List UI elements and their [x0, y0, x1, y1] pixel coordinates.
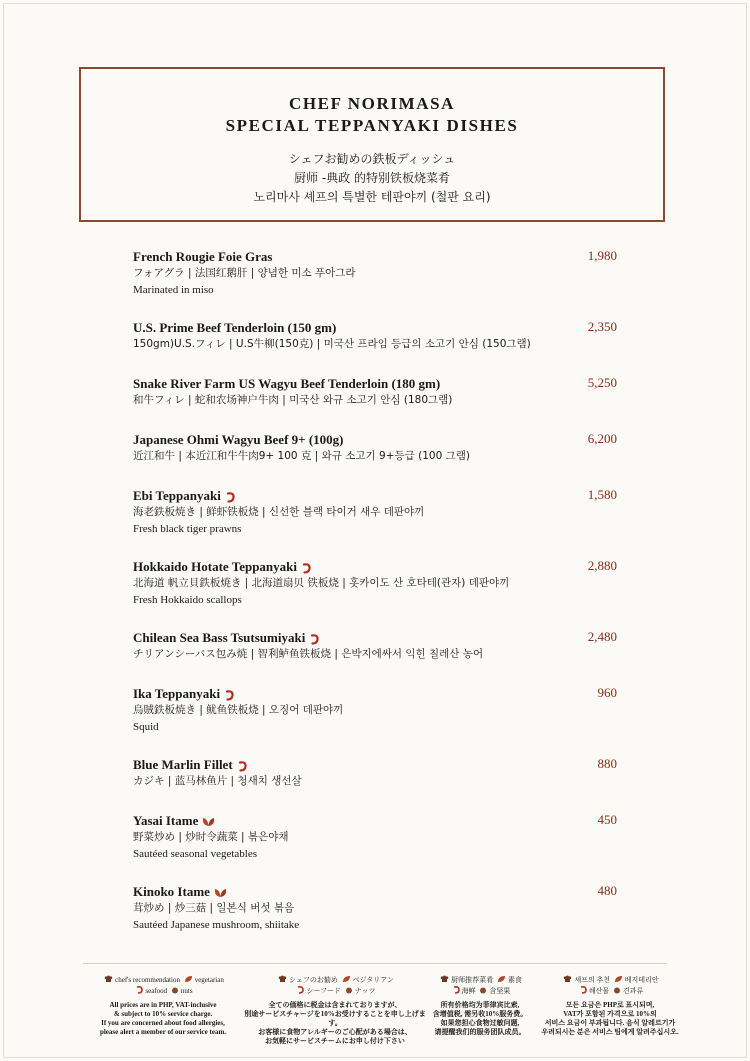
dish-native-names: カジキ | 蓝马林鱼片 | 청새치 생선살	[133, 775, 302, 787]
dish-name: Japanese Ohmi Wagyu Beef 9+ (100g)	[133, 432, 344, 447]
dish-name: Ika Teppanyaki	[133, 685, 633, 702]
dish-native-names: 150gm)U.S.フィレ | U.S牛柳(150克) | 미국산 프라임 등급의 소고기 안심 (150그램)	[133, 338, 531, 350]
dish-native-names: 烏賊鉄板焼き | 鱿鱼铁板烧 | 오징어 데판야끼	[133, 704, 344, 716]
chef-hat-icon	[278, 975, 287, 986]
subtitle-chinese: 厨师 -典政 的特别铁板烧菜肴	[294, 171, 450, 185]
shrimp-icon	[452, 986, 460, 997]
dish-price: 960	[597, 685, 617, 700]
dish-name: Yasai Itame	[133, 812, 633, 829]
chef-hat-icon	[440, 975, 449, 986]
menu-item	[133, 558, 633, 608]
page-title: CHEF NORIMASA	[288, 94, 456, 113]
legend-korean: 셰프의 추천 베지테리안 해산물 견과류 모든 요금은 PHP로 표시되며, VAT가 포함된 가격으로 10%의 서비스 요금이 부과됩니다. 음식 알레르기가 우려되시는 분은 서비스 팀에게 알려주십시오.	[541, 976, 679, 1036]
dish-name: Hokkaido Hotate Teppanyaki	[133, 558, 633, 575]
dish-native-names: フォアグラ | 法国红鹅肝 | 양념한 미소 푸아그라	[133, 267, 356, 279]
dish-price: 2,480	[587, 629, 617, 644]
leaf-icon	[202, 817, 215, 827]
leaf-icon	[184, 975, 193, 986]
shrimp-icon	[579, 986, 587, 997]
dish-native-names: 茸炒め | 炒三菇 | 일본식 버섯 볶음	[133, 902, 295, 914]
menu-item	[133, 812, 633, 862]
menu-item	[133, 756, 633, 790]
menu-item	[133, 319, 633, 353]
shrimp-icon	[301, 563, 311, 574]
leaf-icon	[614, 975, 623, 986]
shrimp-icon	[237, 761, 247, 772]
menu-item	[133, 487, 633, 537]
menu-item	[133, 685, 633, 735]
dish-native-names: 近江和牛 | 本近江和牛牛肉9+ 100 克 | 와규 소고기 9+등급 (100 그램)	[133, 450, 470, 462]
dish-name: U.S. Prime Beef Tenderloin (150 gm)	[133, 320, 337, 335]
nut-icon	[479, 986, 487, 997]
dish-description: Marinated in miso	[133, 284, 214, 296]
dish-name: Ebi Teppanyaki	[133, 487, 633, 504]
title-frame	[79, 67, 665, 222]
shrimp-icon	[309, 634, 319, 645]
dish-price: 1,580	[587, 487, 617, 502]
subtitle-korean: 노리마사 셰프의 특별한 테판야끼 (철판 요리)	[253, 190, 491, 204]
legend-japanese: シェフのお勧め ベジタリアン シーフード ナッツ 全ての価格に税金は含まれておりますが、 別途サービスチャージを10%お受けすることを申し上げます。 お客様に食物アレルギーのご心配がある場合は、 お気軽にサービスチームにお申し付け下さい	[244, 976, 426, 1045]
legend-chinese: 厨师推荐菜肴 素食 海鲜 含坚果 所有价格均为菲律宾比索, 含增值税, 需另收10%服务费。 如果您担心食物过敏问题, 请提醒我们的服务团队成员。	[432, 976, 528, 1036]
dish-price: 450	[597, 812, 617, 827]
menu-item	[133, 629, 633, 663]
menu-item	[133, 248, 633, 298]
dish-name: Blue Marlin Fillet	[133, 756, 633, 773]
page-title-sub: SPECIAL TEPPANYAKI DISHES	[225, 116, 519, 135]
dish-description: Fresh Hokkaido scallops	[133, 594, 242, 606]
shrimp-icon	[135, 986, 143, 997]
shrimp-icon	[225, 492, 235, 503]
shrimp-icon	[296, 986, 304, 997]
nut-icon	[171, 986, 179, 997]
dish-name: Kinoko Itame	[133, 883, 633, 900]
dish-price: 5,250	[587, 375, 617, 390]
menu-item	[133, 375, 633, 409]
dish-price: 1,980	[587, 248, 617, 263]
leaf-icon	[214, 888, 227, 898]
dish-price: 880	[597, 756, 617, 771]
dish-description: Sautéed seasonal vegetables	[133, 848, 258, 860]
dish-native-names: 和牛フィレ | 蛇和农场神户牛肉 | 미국산 와규 소고기 안심 (180그램)	[133, 394, 453, 406]
dish-description: Squid	[133, 721, 159, 733]
dish-price: 6,200	[587, 431, 617, 446]
dish-native-names: 野菜炒め | 炒时令蔬菜 | 볶은야채	[133, 831, 289, 843]
dish-price: 2,880	[587, 558, 617, 573]
legend-english: chef's recommendation vegetarian seafood nuts All prices are in PHP, VAT-inclusive & subject to 10% service charge. If you are concerned about food allergies, please alert a member of our service team.	[99, 976, 227, 1036]
nut-icon	[345, 986, 353, 997]
chef-hat-icon	[563, 975, 572, 986]
subtitle-japanese: シェフお勧めの鉄板ディッシュ	[288, 152, 456, 166]
dish-native-names: チリアンシーバス包み焼 | 智利鲈鱼铁板烧 | 은박지에싸서 익힌 칠레산 농어	[133, 648, 484, 660]
dish-native-names: 北海道 帆立貝鉄板焼き | 北海道扇贝 铁板烧 | 홋카이도 산 호타테(관자) 데판야끼	[133, 577, 510, 589]
dish-name: Snake River Farm US Wagyu Beef Tenderloin (180 gm)	[133, 376, 441, 391]
menu-item	[133, 883, 633, 933]
chef-hat-icon	[104, 975, 113, 986]
dish-price: 2,350	[587, 319, 617, 334]
nut-icon	[613, 986, 621, 997]
footer-divider	[83, 963, 667, 964]
menu-item	[133, 431, 633, 465]
dish-description: Fresh black tiger prawns	[133, 523, 242, 535]
shrimp-icon	[224, 690, 234, 701]
leaf-icon	[497, 975, 506, 986]
dish-name: French Rougie Foie Gras	[133, 249, 273, 264]
dish-native-names: 海老鉄板焼き | 鲜虾铁板烧 | 신선한 블랙 타이거 새우 데판야끼	[133, 506, 425, 518]
dish-price: 480	[597, 883, 617, 898]
dish-description: Sautéed Japanese mushroom, shiitake	[133, 919, 300, 931]
dish-name: Chilean Sea Bass Tsutsumiyaki	[133, 629, 633, 646]
leaf-icon	[342, 975, 351, 986]
